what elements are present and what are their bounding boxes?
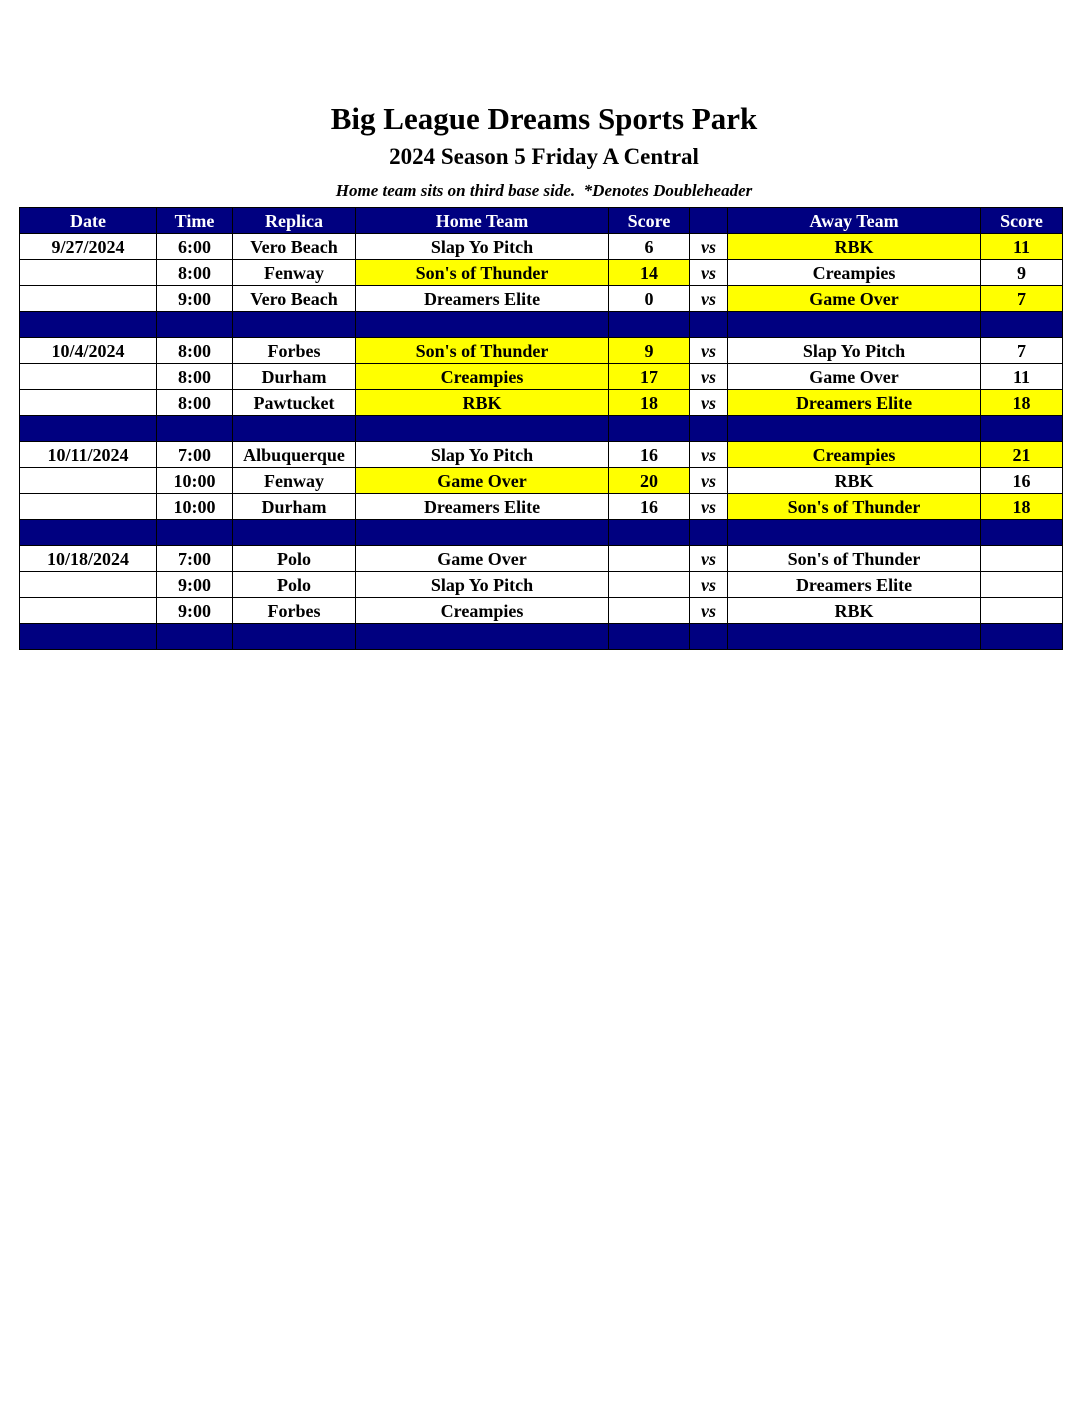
away-score: 11 (981, 364, 1063, 390)
header-away-score: Score (981, 208, 1063, 234)
week-separator-row (20, 520, 1063, 546)
game-date (20, 598, 157, 624)
game-time: 10:00 (157, 494, 233, 520)
vs-label: vs (690, 260, 728, 286)
separator-cell (157, 416, 233, 442)
vs-label: vs (690, 364, 728, 390)
away-team: RBK (728, 468, 981, 494)
separator-cell (728, 520, 981, 546)
game-replica: Fenway (233, 260, 356, 286)
game-row (20, 572, 1063, 598)
game-time: 10:00 (157, 468, 233, 494)
vs-label: vs (690, 338, 728, 364)
game-date (20, 364, 157, 390)
separator-cell (233, 624, 356, 650)
away-team: Dreamers Elite (728, 390, 981, 416)
game-row (20, 442, 1063, 468)
game-time: 9:00 (157, 572, 233, 598)
game-date (20, 572, 157, 598)
separator-cell (981, 624, 1063, 650)
home-score: 18 (609, 390, 690, 416)
vs-label: vs (690, 494, 728, 520)
home-team: Son's of Thunder (356, 338, 609, 364)
separator-cell (690, 520, 728, 546)
home-team: Game Over (356, 546, 609, 572)
game-time: 9:00 (157, 598, 233, 624)
separator-cell (728, 312, 981, 338)
away-score: 21 (981, 442, 1063, 468)
separator-cell (356, 624, 609, 650)
game-row (20, 364, 1063, 390)
game-date (20, 390, 157, 416)
away-team: Son's of Thunder (728, 546, 981, 572)
game-time: 8:00 (157, 364, 233, 390)
separator-cell (728, 624, 981, 650)
away-team: Slap Yo Pitch (728, 338, 981, 364)
game-row (20, 468, 1063, 494)
away-team: Game Over (728, 364, 981, 390)
week-separator-row (20, 624, 1063, 650)
header-row (20, 208, 1063, 234)
separator-cell (233, 520, 356, 546)
separator-cell (20, 416, 157, 442)
separator-cell (157, 520, 233, 546)
vs-label: vs (690, 468, 728, 494)
home-score: 16 (609, 494, 690, 520)
home-score: 14 (609, 260, 690, 286)
game-date: 10/18/2024 (20, 546, 157, 572)
separator-cell (690, 312, 728, 338)
separator-cell (20, 520, 157, 546)
header-time: Time (157, 208, 233, 234)
game-row (20, 234, 1063, 260)
separator-cell (609, 520, 690, 546)
separator-cell (981, 520, 1063, 546)
game-row (20, 494, 1063, 520)
away-score: 7 (981, 338, 1063, 364)
game-row (20, 338, 1063, 364)
header-date: Date (20, 208, 157, 234)
separator-cell (609, 416, 690, 442)
game-replica: Forbes (233, 338, 356, 364)
game-time: 7:00 (157, 442, 233, 468)
game-row (20, 598, 1063, 624)
game-date: 10/4/2024 (20, 338, 157, 364)
vs-label: vs (690, 572, 728, 598)
home-score (609, 598, 690, 624)
separator-cell (728, 416, 981, 442)
game-time: 6:00 (157, 234, 233, 260)
header-away-team: Away Team (728, 208, 981, 234)
away-score: 16 (981, 468, 1063, 494)
home-score: 0 (609, 286, 690, 312)
game-time: 8:00 (157, 260, 233, 286)
vs-label: vs (690, 286, 728, 312)
home-team: Creampies (356, 364, 609, 390)
game-replica: Vero Beach (233, 286, 356, 312)
game-time: 8:00 (157, 338, 233, 364)
home-team: Slap Yo Pitch (356, 234, 609, 260)
separator-cell (981, 416, 1063, 442)
game-replica: Pawtucket (233, 390, 356, 416)
away-team: RBK (728, 598, 981, 624)
separator-cell (20, 312, 157, 338)
game-date: 9/27/2024 (20, 234, 157, 260)
home-score (609, 572, 690, 598)
game-replica: Vero Beach (233, 234, 356, 260)
vs-label: vs (690, 442, 728, 468)
home-team: Slap Yo Pitch (356, 442, 609, 468)
game-replica: Polo (233, 546, 356, 572)
game-date (20, 260, 157, 286)
home-team: Slap Yo Pitch (356, 572, 609, 598)
game-time: 7:00 (157, 546, 233, 572)
header-replica: Replica (233, 208, 356, 234)
separator-cell (356, 416, 609, 442)
schedule-table (19, 207, 1063, 650)
away-team: Creampies (728, 442, 981, 468)
game-time: 9:00 (157, 286, 233, 312)
separator-cell (690, 416, 728, 442)
game-date (20, 468, 157, 494)
separator-cell (356, 312, 609, 338)
separator-cell (690, 624, 728, 650)
home-team: RBK (356, 390, 609, 416)
game-replica: Forbes (233, 598, 356, 624)
week-separator-row (20, 416, 1063, 442)
home-score: 6 (609, 234, 690, 260)
separator-cell (233, 416, 356, 442)
away-team: Game Over (728, 286, 981, 312)
schedule-note: Home team sits on third base side. *Denotes Doubleheader (335, 181, 753, 200)
schedule-body (20, 234, 1063, 650)
game-date (20, 286, 157, 312)
home-score (609, 546, 690, 572)
game-date: 10/11/2024 (20, 442, 157, 468)
vs-label: vs (690, 546, 728, 572)
away-team: Son's of Thunder (728, 494, 981, 520)
home-team: Game Over (356, 468, 609, 494)
away-score (981, 572, 1063, 598)
away-team: Creampies (728, 260, 981, 286)
vs-label: vs (690, 390, 728, 416)
away-team: RBK (728, 234, 981, 260)
away-score: 11 (981, 234, 1063, 260)
game-replica: Albuquerque (233, 442, 356, 468)
separator-cell (981, 312, 1063, 338)
separator-cell (20, 624, 157, 650)
game-row (20, 286, 1063, 312)
away-score (981, 598, 1063, 624)
game-replica: Fenway (233, 468, 356, 494)
page-title: Big League Dreams Sports Park (330, 101, 758, 136)
game-row (20, 260, 1063, 286)
page-subtitle: 2024 Season 5 Friday A Central (389, 144, 699, 169)
week-separator-row (20, 312, 1063, 338)
home-team: Son's of Thunder (356, 260, 609, 286)
separator-cell (609, 312, 690, 338)
vs-label: vs (690, 598, 728, 624)
home-score: 16 (609, 442, 690, 468)
home-score: 17 (609, 364, 690, 390)
separator-cell (233, 312, 356, 338)
home-score: 9 (609, 338, 690, 364)
game-replica: Polo (233, 572, 356, 598)
vs-label: vs (690, 234, 728, 260)
header-vs (690, 208, 728, 234)
away-score: 9 (981, 260, 1063, 286)
home-team: Dreamers Elite (356, 286, 609, 312)
separator-cell (157, 624, 233, 650)
home-score: 20 (609, 468, 690, 494)
separator-cell (609, 624, 690, 650)
game-row (20, 546, 1063, 572)
game-replica: Durham (233, 364, 356, 390)
game-replica: Durham (233, 494, 356, 520)
away-score (981, 546, 1063, 572)
separator-cell (356, 520, 609, 546)
away-score: 7 (981, 286, 1063, 312)
header-home-team: Home Team (356, 208, 609, 234)
header-home-score: Score (609, 208, 690, 234)
home-team: Creampies (356, 598, 609, 624)
game-date (20, 494, 157, 520)
separator-cell (157, 312, 233, 338)
away-score: 18 (981, 494, 1063, 520)
away-team: Dreamers Elite (728, 572, 981, 598)
game-row (20, 390, 1063, 416)
away-score: 18 (981, 390, 1063, 416)
game-time: 8:00 (157, 390, 233, 416)
home-team: Dreamers Elite (356, 494, 609, 520)
